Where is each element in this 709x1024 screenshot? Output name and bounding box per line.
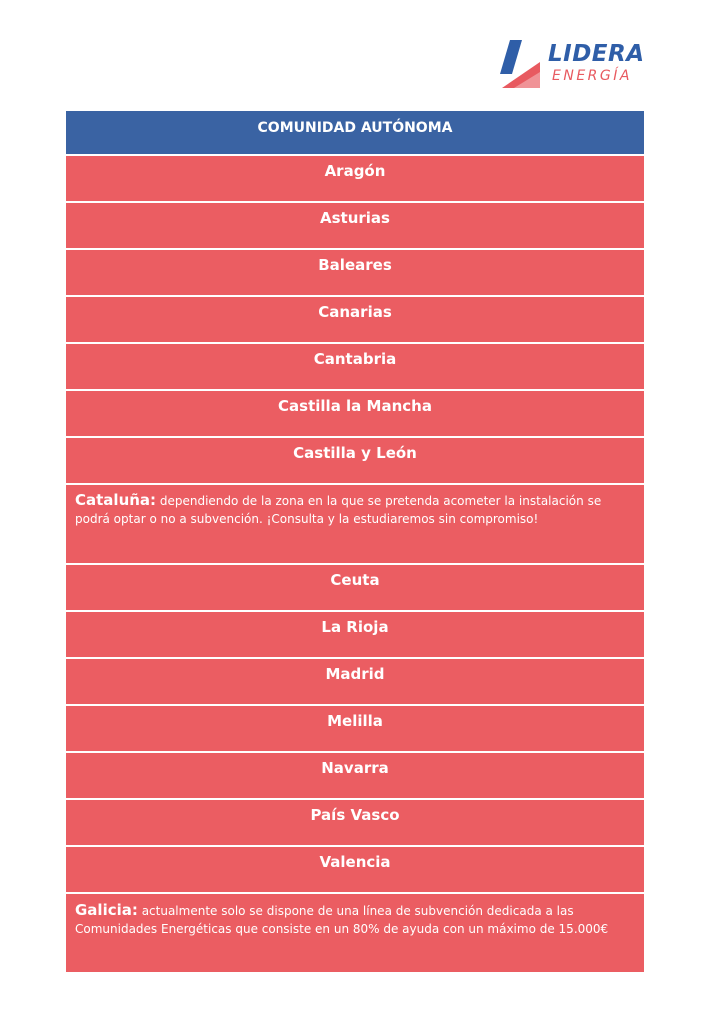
row-description: dependiendo de la zona en la que se pretenda acometer la instalación se podrá optar o no a subvención. ¡Consulta y la estudiaremos sin compromiso! — [75, 494, 602, 526]
table-row: Navarra — [66, 753, 644, 800]
table-row: Valencia — [66, 847, 644, 894]
table-row: Melilla — [66, 706, 644, 753]
table-row: País Vasco — [66, 800, 644, 847]
table-row: Asturias — [66, 203, 644, 250]
table-row: Baleares — [66, 250, 644, 297]
row-name: Galicia: — [75, 901, 138, 919]
community-table — [66, 111, 644, 974]
table-row: La Rioja — [66, 612, 644, 659]
brand-logo — [500, 38, 660, 94]
brand-name: LIDERA — [548, 41, 645, 67]
table-row-cataluna — [66, 485, 644, 565]
table-row: Cantabria — [66, 344, 644, 391]
brand-subtitle: ENERGÍA — [552, 68, 632, 84]
table-row: Madrid — [66, 659, 644, 706]
table-row: Castilla y León — [66, 438, 644, 485]
table-row: Castilla la Mancha — [66, 391, 644, 438]
table-header: COMUNIDAD AUTÓNOMA — [66, 111, 644, 156]
table-row: Canarias — [66, 297, 644, 344]
table-row: Aragón — [66, 156, 644, 203]
table-row-galicia — [66, 894, 644, 974]
row-description: actualmente solo se dispone de una línea de subvención dedicada a las Comunidades Energéticas que consiste en un 80% de ayuda con un máximo de 15.000€ — [75, 904, 609, 936]
table-row: Ceuta — [66, 565, 644, 612]
lidera-logo-icon — [500, 38, 544, 92]
row-name: Cataluña: — [75, 491, 157, 509]
